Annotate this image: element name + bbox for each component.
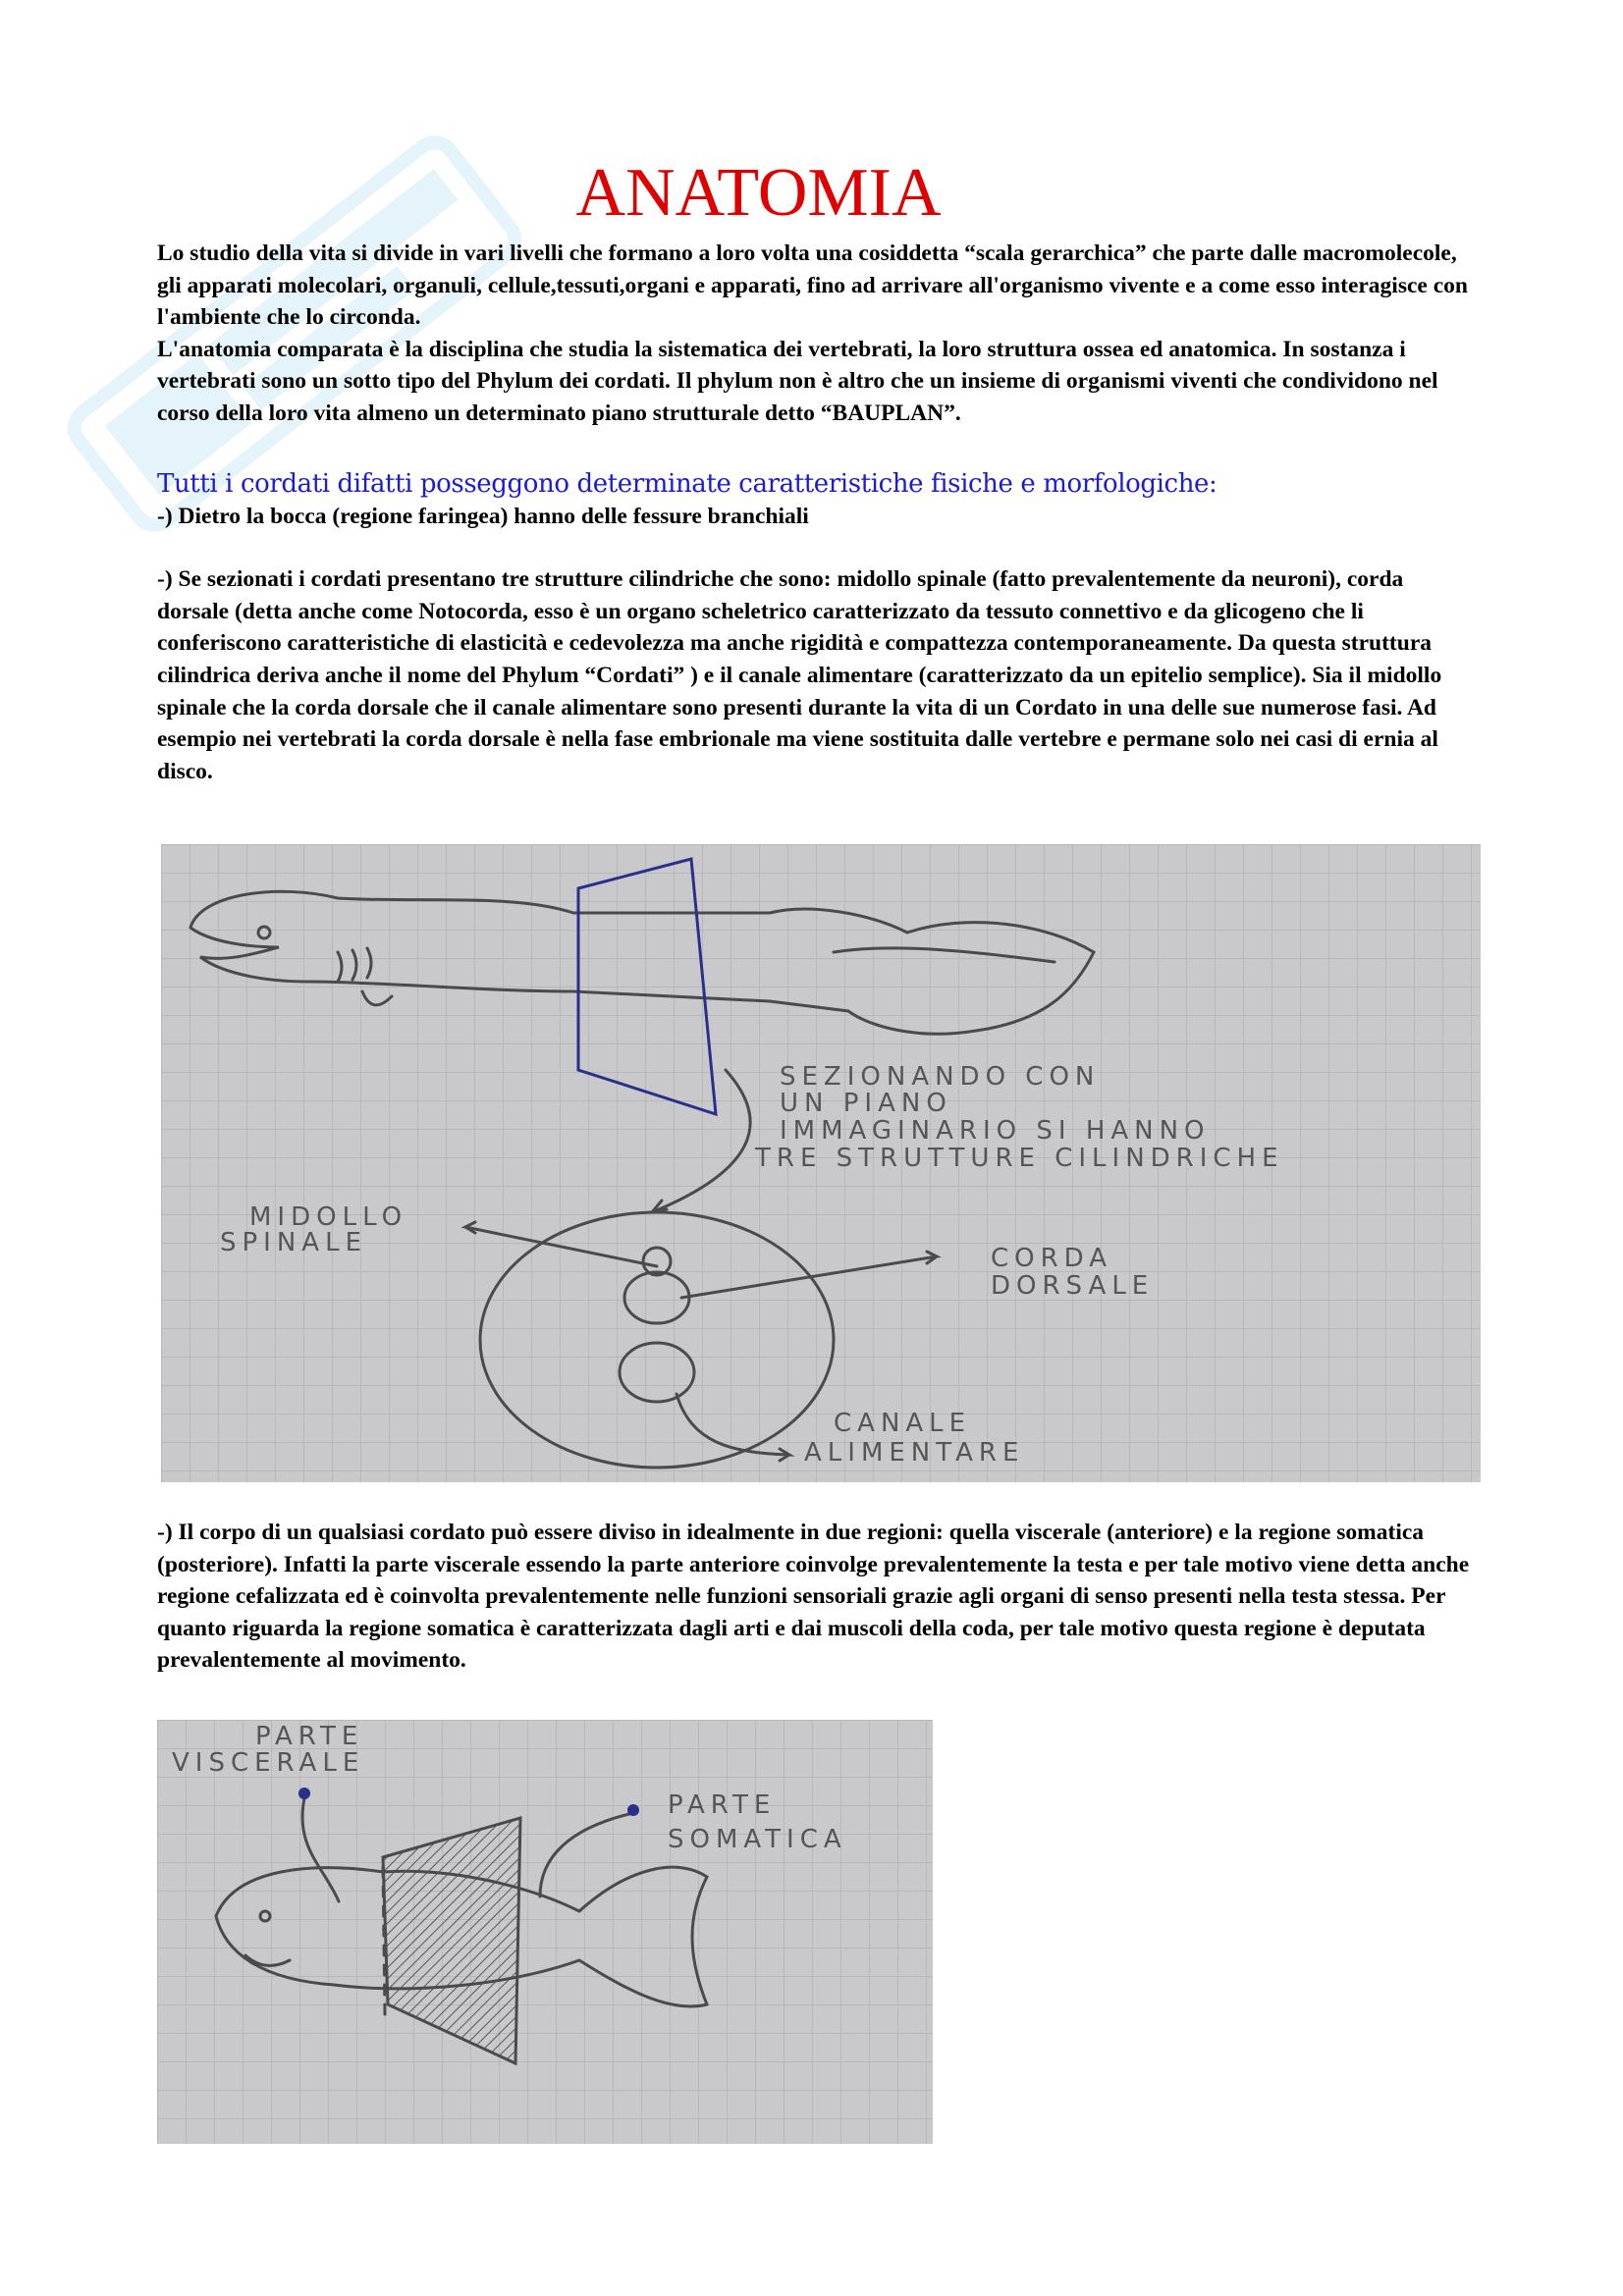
note-line-3: IMMAGINARIO SI HANNO xyxy=(780,1116,1211,1146)
label-viscerale-1: PARTE xyxy=(255,1722,364,1751)
label-somatica-1: PARTE xyxy=(668,1790,777,1820)
intro-paragraph: Lo studio della vita si divide in vari livelli che formano a loro volta una cosiddetta “scala gerarchica” che parte dalle macromolecole, gli apparati molecolari, organuli, cellule,tessuti,organi e apparati, fino ad arrivare all'organismo vivente e a come esso interagisce con l'ambiente che lo circonda. xyxy=(157,240,1468,331)
section-heading: Tutti i cordati difatti posseggono determinate caratteristiche fisiche e morfologiche: xyxy=(157,468,1217,499)
point-cylindrical-structures: -) Se sezionati i cordati presentano tre strutture cilindriche che sono: midollo spinale (fatto prevalentemente da neuroni), corda dorsale (detta anche come Notocorda, esso è un organo scheletrico caratterizzato da tessuto connettivo e da glicogeno che li conferiscono caratteristiche di elasticità e cedevolezza ma anche rigidità e compattezza contemporaneamente. Da questa struttura cilindrica deriva anche il nome del Phylum “Cordati” ) e il canale alimentare (caratterizzato da un epitelio semplice). Sia il midollo spinale che la corda dorsale che il canale alimentare sono presenti durante la vita di un Cordato in una delle sue numerose fasi. Ad esempio nei vertebrati la corda dorsale è nella fase embrionale ma viene sostituita dalle vertebre e permane solo nei casi di ernia al disco. xyxy=(157,566,1442,784)
body-regions-sketch xyxy=(157,1720,933,2144)
label-viscerale-2: VISCERALE xyxy=(172,1748,365,1778)
page-title: ANATOMIA xyxy=(575,155,942,231)
note-line-4: TRE STRUTTURE CILINDRICHE xyxy=(755,1144,1284,1173)
anatomy-paragraph: L'anatomia comparata è la disciplina che studia la sistematica dei vertebrati, la loro struttura ossea ed anatomica. In sostanza i vertebrati sono un sotto tipo del Phylum dei cordati. Il phylum non è altro che un insieme di organismi viventi che condividono nel corso della loro vita almeno un determinato piano strutturale detto “BAUPLAN”. xyxy=(157,336,1438,426)
label-canale-2: ALIMENTARE xyxy=(804,1438,1025,1468)
cross-section-sketch xyxy=(161,844,1481,1482)
label-corda-2: DORSALE xyxy=(991,1271,1155,1301)
point-body-regions: -) Il corpo di un qualsiasi cordato può essere diviso in idealmente in due regioni: quella viscerale (anteriore) e la regione somatica (posteriore). Infatti la parte viscerale essendo la parte anteriore coinvolge prevalentemente la testa e per tale motivo viene detta anche regione cefalizzata ed è coinvolta prevalentemente nelle funzioni sensoriali grazie agli organi di senso presenti nella testa stessa. Per quanto riguarda la regione somatica è caratterizzata dagli arti e dai muscoli della coda, per tale motivo questa regione è deputata prevalentemente al movimento. xyxy=(157,1520,1470,1674)
label-midollo-1: MIDOLLO xyxy=(249,1202,408,1232)
document-body xyxy=(157,157,1478,787)
label-canale-1: CANALE xyxy=(834,1409,972,1438)
label-corda-1: CORDA xyxy=(991,1244,1113,1273)
point-pharyngeal-slits: -) Dietro la bocca (regione faringea) hanno delle fessure branchiali xyxy=(157,503,809,529)
note-line-2: UN PIANO xyxy=(780,1089,952,1118)
label-somatica-2: SOMATICA xyxy=(668,1825,847,1854)
label-midollo-2: SPINALE xyxy=(220,1228,367,1257)
note-line-1: SEZIONANDO CON xyxy=(780,1062,1101,1092)
